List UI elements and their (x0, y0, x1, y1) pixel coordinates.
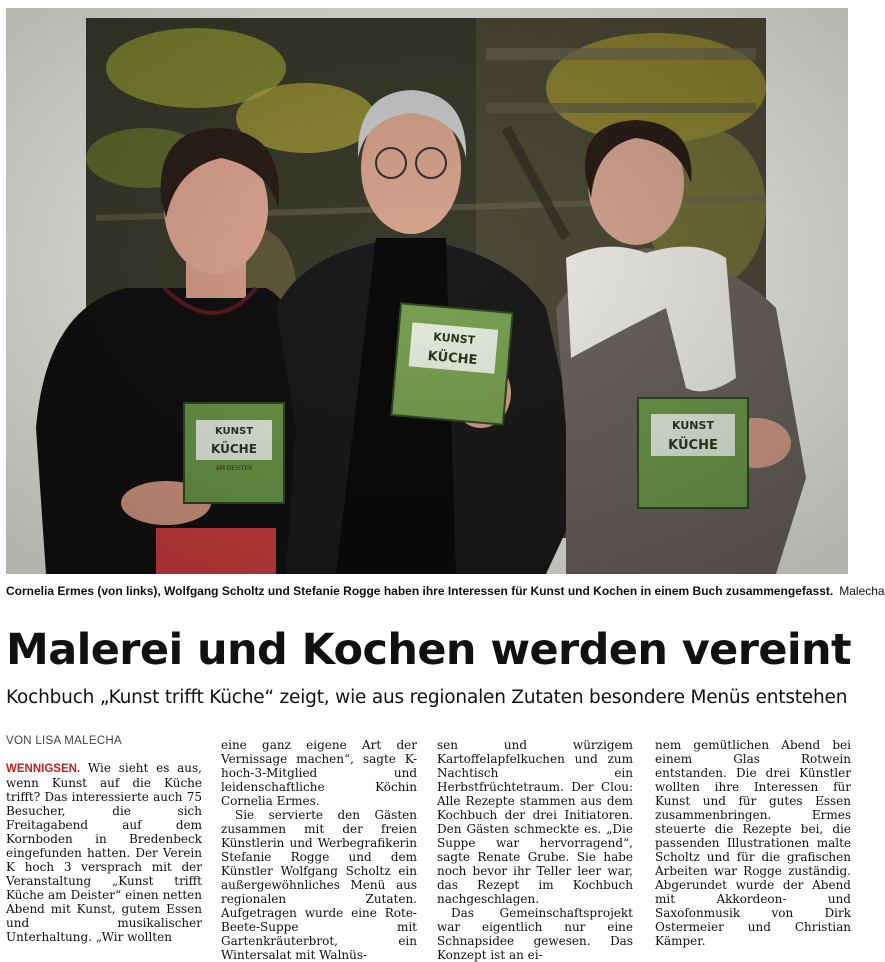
paragraph: Sie servierte den Gästen zusammen mit der freien Künstlerin und Werbegrafikerin Stefanie Rogge und dem Künstler Wolfgang Scholtz ein außergewöhnliches Menü aus regionalen Zutaten. Aufgetragen wurde eine Rote-Beete-Suppe mit Gartenkräuterbrot, ein Wintersalat mit Walnüs- (221, 808, 417, 962)
paragraph: sen und würzigem Kartoffelapfelkuchen und zum Nachtisch ein Herbstfrüchtetraum. Der Clou: Alle Rezepte stammen aus dem Kochbuch der drei Initiatoren. Den Gästen schmeckte es. „Die Suppe war hervorragend“, sagte Renate Grube. Sie habe noch bevor ihr Teller leer war, das Rezept im Kochbuch nachgeschlagen. (437, 738, 633, 906)
paragraph: Das Gemeinschaftsprojekt war eigentlich nur eine Schnapsidee gewesen. Das Konzept ist an ei- (437, 906, 633, 962)
article-column-1 (6, 761, 202, 944)
byline: VON LISA MALECHA (6, 735, 123, 747)
subheadline: Kochbuch „Kunst trifft Küche“ zeigt, wie aus regionalen Zutaten besondere Menüs entstehen (6, 687, 848, 708)
photo-illustration (6, 8, 848, 574)
paragraph: Wie sieht es aus, wenn Kunst auf die Küche trifft? Das interessierte auch 75 Besucher, die sich Freitagabend auf dem Kornboden in Bredenbeck eingefunden hatten. Der Verein K hoch 3 versprach mit der Veranstaltung „Kunst trifft Küche am Deister“ einen netten Abend mit Kunst, gutem Essen und musikalischer Unterhaltung. „Wir wollten (6, 761, 202, 944)
article-column-4 (655, 738, 851, 948)
photo-credit: Malecha (839, 584, 885, 598)
article-column-3 (437, 738, 633, 962)
article-column-2 (221, 738, 417, 962)
paragraph: nem gemütlichen Abend bei einem Glas Rotwein entstanden. Die drei Künstler wollten ihre Interessen für Kunst und für gutes Essen zusammenbringen. Ermes steuerte die Rezepte bei, die passenden Illustrationen malte Scholtz und für die grafischen Arbeiten war Rogge zuständig. Abgerundet wurde der Abend mit Akkordeon- und Saxofonmusik von Dirk Ostermeier und Christian Kämper. (655, 738, 851, 948)
headline: Malerei und Kochen werden vereint (6, 625, 852, 675)
article-photo (6, 8, 848, 574)
paragraph: eine ganz eigene Art der Vernissage machen“, sagte K-hoch-3-Mitglied und leidenschaftliche Köchin Cornelia Ermes. (221, 738, 417, 808)
dateline: WENNIGSEN. (6, 763, 81, 775)
caption-text: Cornelia Ermes (von links), Wolfgang Scholtz und Stefanie Rogge haben ihre Interessen für Kunst und Kochen in einem Buch zusammengefasst. (6, 584, 834, 598)
photo-caption (6, 583, 885, 599)
